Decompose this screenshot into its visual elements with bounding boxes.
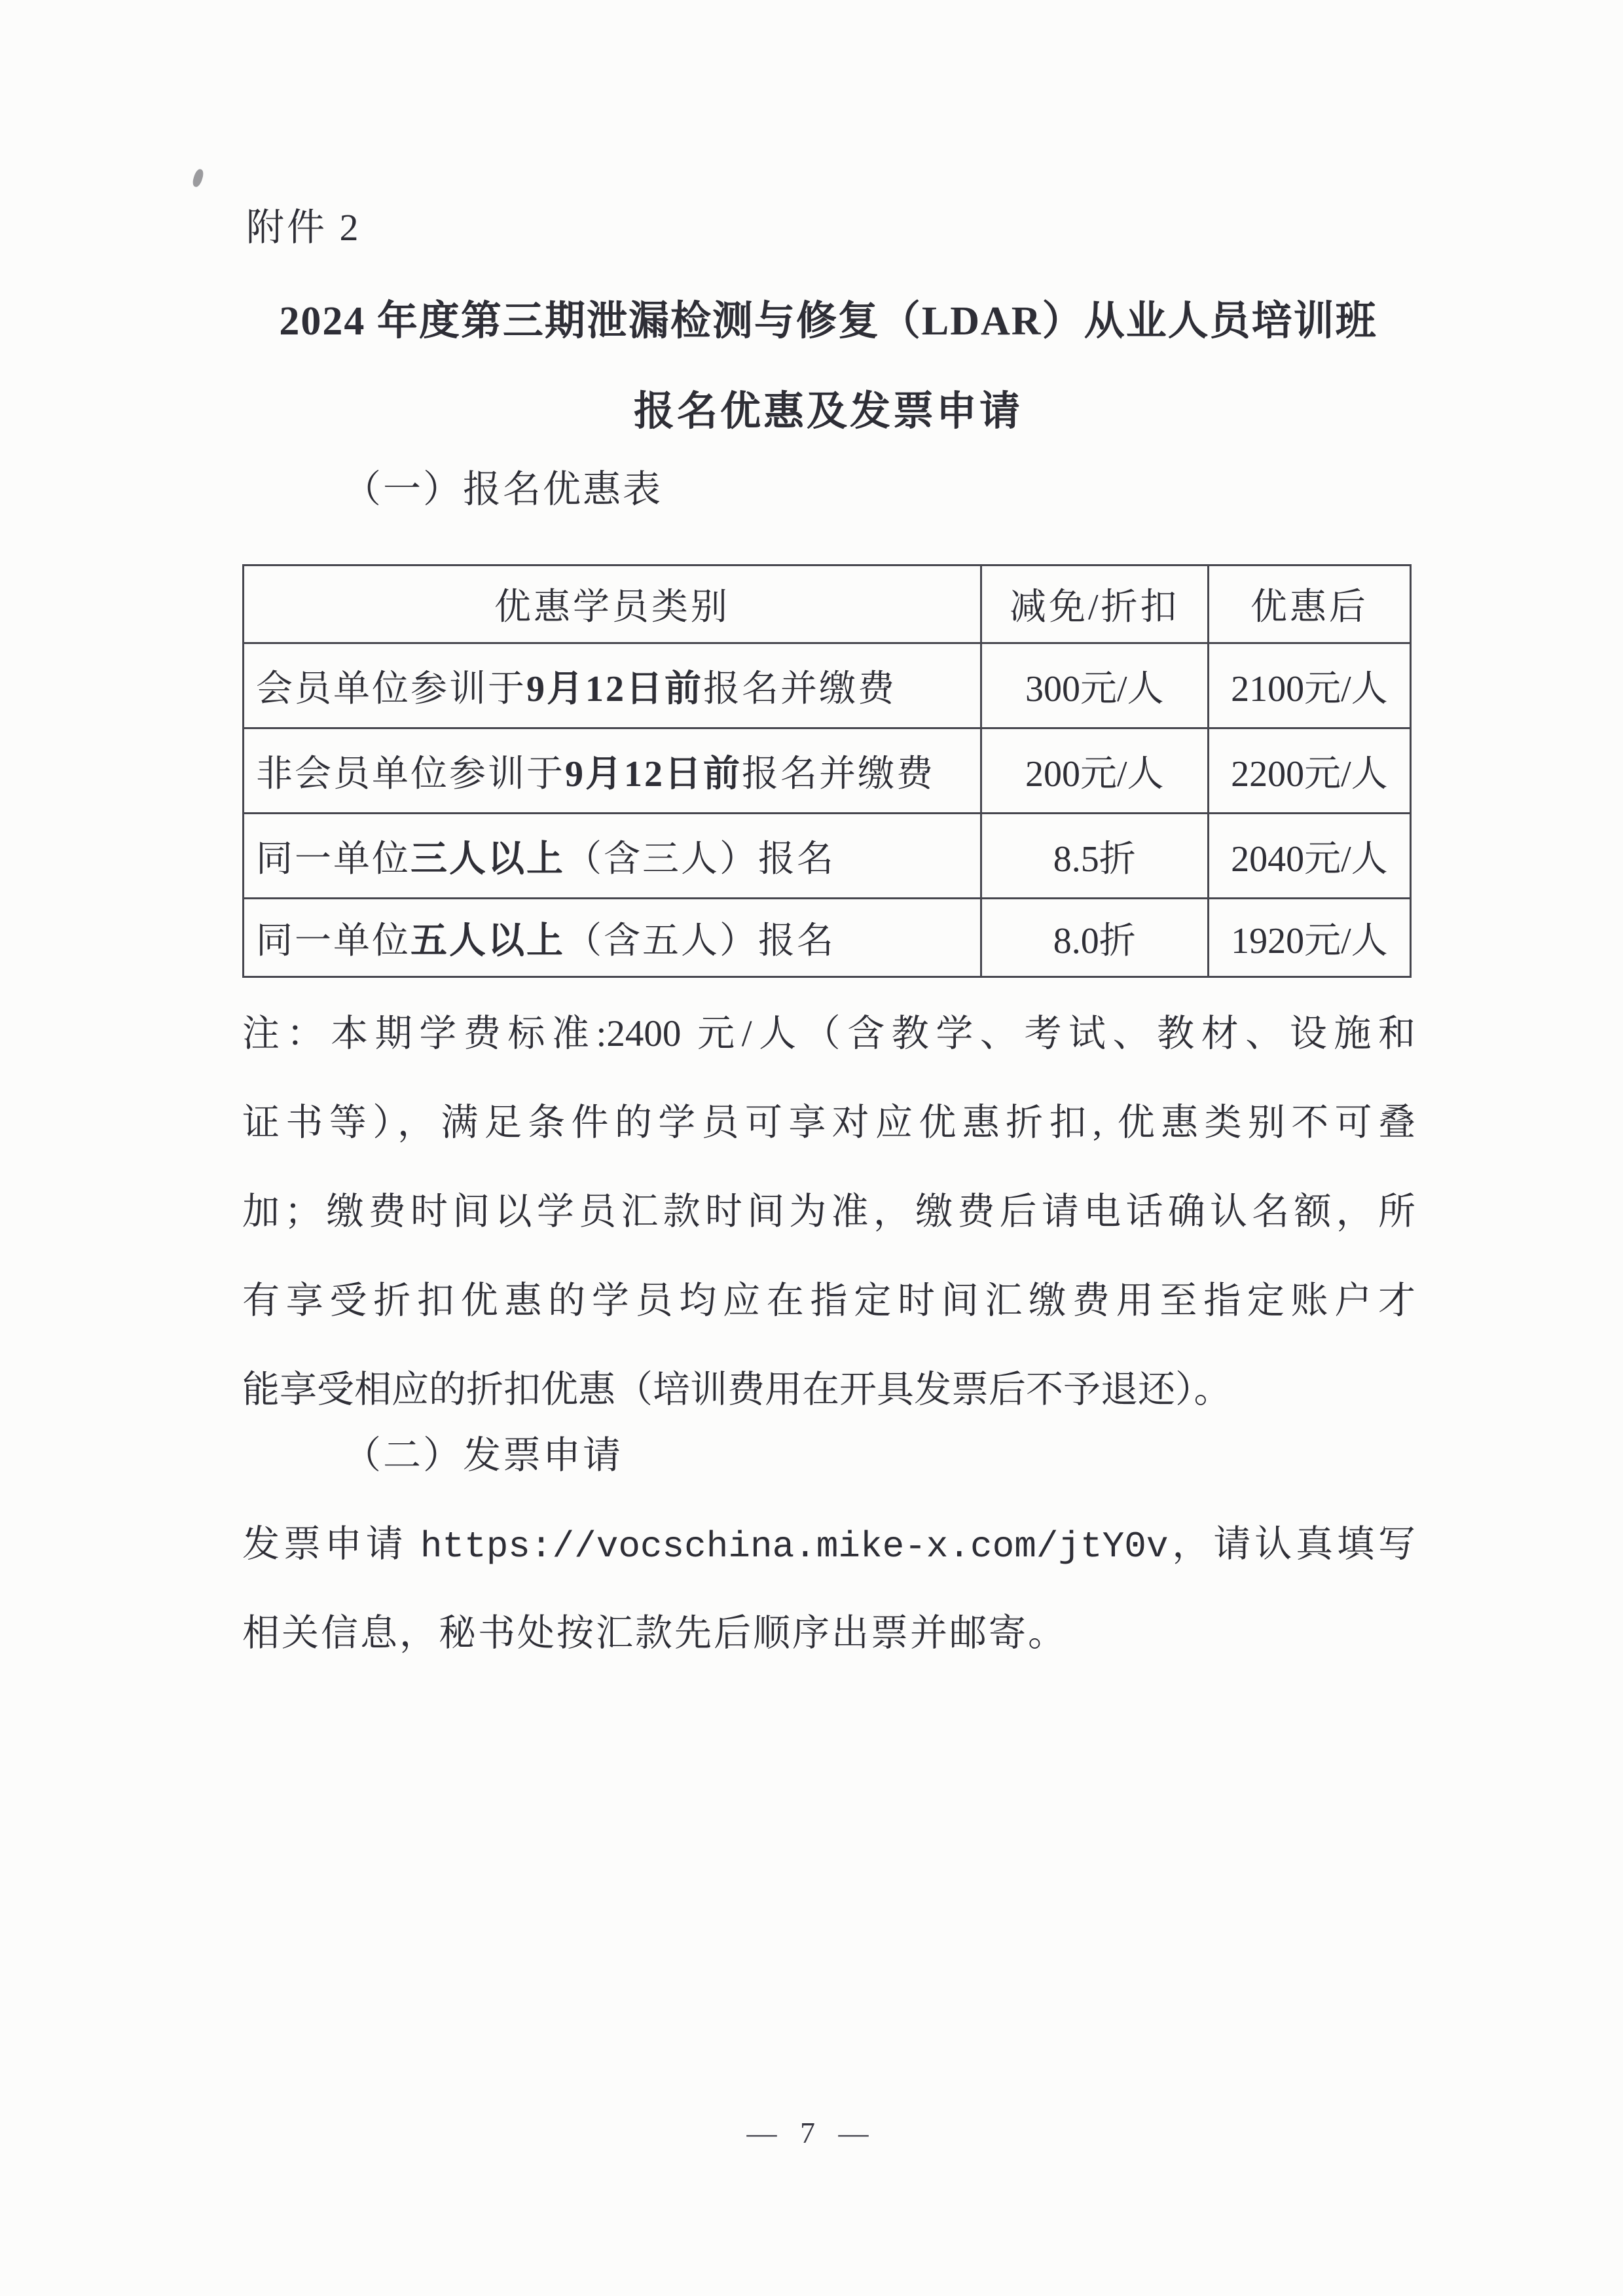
note-line: 能享受相应的折扣优惠（培训费用在开具发票后不予退还）。 — [242, 1369, 1231, 1410]
section-heading-discount-table: （一）报名优惠表 — [343, 468, 663, 511]
invoice-line-2: 相关信息，秘书处按汇款先后顺序出票并邮寄。 — [242, 1613, 1067, 1654]
category-suffix: （含三人）报名 — [565, 838, 835, 880]
invoice-line-prefix: 发票申请 — [242, 1524, 420, 1565]
invoice-line-suffix: ，请认真填写 — [1168, 1524, 1416, 1565]
discount-table — [242, 564, 1412, 978]
table-row-2-category-cell — [244, 729, 982, 814]
table-row-4-after-price-cell: 1920元/人 — [1231, 920, 1388, 961]
doc-title-line2: 报名优惠及发票申请 — [633, 389, 1023, 434]
category-bold: 9月12日前 — [526, 668, 703, 709]
table-row-1-after-price-cell: 2100元/人 — [1209, 644, 1410, 729]
category-suffix: 报名并缴费 — [703, 668, 896, 709]
category-bold: 三人以上 — [410, 838, 565, 880]
note-line: 有享受折扣优惠的学员均应在指定时间汇缴费用至指定账户才 — [242, 1280, 1415, 1321]
table-row-3-discount-cell: 8.5折 — [982, 814, 1209, 899]
note-line: 加；缴费时间以学员汇款时间为准，缴费后请电话确认名额，所 — [242, 1191, 1415, 1232]
category-bold: 9月12日前 — [565, 753, 742, 795]
table-row-4-discount-cell: 8.0折 — [982, 899, 1209, 976]
table-row-3-after-price-cell: 2040元/人 — [1209, 814, 1410, 899]
scan-speck — [191, 168, 205, 188]
category-suffix: 报名并缴费 — [742, 753, 935, 795]
category-prefix: 会员单位参训于 — [256, 668, 526, 709]
category-prefix: 同一单位 — [256, 920, 410, 961]
table-row-2-discount-cell: 200元/人 — [982, 729, 1209, 814]
table-row-3-category-cell — [244, 814, 982, 899]
table-row-2-after-price-cell: 2200元/人 — [1209, 729, 1410, 814]
invoice-line-1 — [242, 1500, 1415, 1589]
header-cell-discount: 减免/折扣 — [982, 566, 1209, 644]
note-line: 注：本期学费标准:2400 元/人（含教学、考试、教材、设施和 — [242, 1013, 1415, 1054]
table-row-1-category-cell — [244, 644, 982, 729]
page-number: — 7 — — [746, 2116, 877, 2149]
fee-note-paragraph — [242, 990, 1415, 1435]
category-prefix: 同一单位 — [256, 838, 410, 880]
invoice-url: https://vocschina.mike-x.com/jtY0v — [420, 1526, 1169, 1568]
header-cell-after: 优惠后 — [1209, 566, 1410, 644]
table-row-1-discount-cell: 300元/人 — [982, 644, 1209, 729]
table-row-4-category-cell — [244, 899, 982, 976]
category-bold: 五人以上 — [410, 920, 565, 961]
category-prefix: 非会员单位参训于 — [256, 753, 565, 795]
attachment-label: 附件 2 — [246, 206, 361, 249]
note-line: 证书等），满足条件的学员可享对应优惠折扣, 优惠类别不可叠 — [242, 1102, 1415, 1143]
header-cell-category: 优惠学员类别 — [244, 566, 982, 644]
section-heading-invoice: （二）发票申请 — [343, 1434, 623, 1477]
doc-title-line1: 2024 年度第三期泄漏检测与修复（LDAR）从业人员培训班 — [279, 299, 1377, 344]
category-suffix: （含五人）报名 — [565, 920, 835, 961]
